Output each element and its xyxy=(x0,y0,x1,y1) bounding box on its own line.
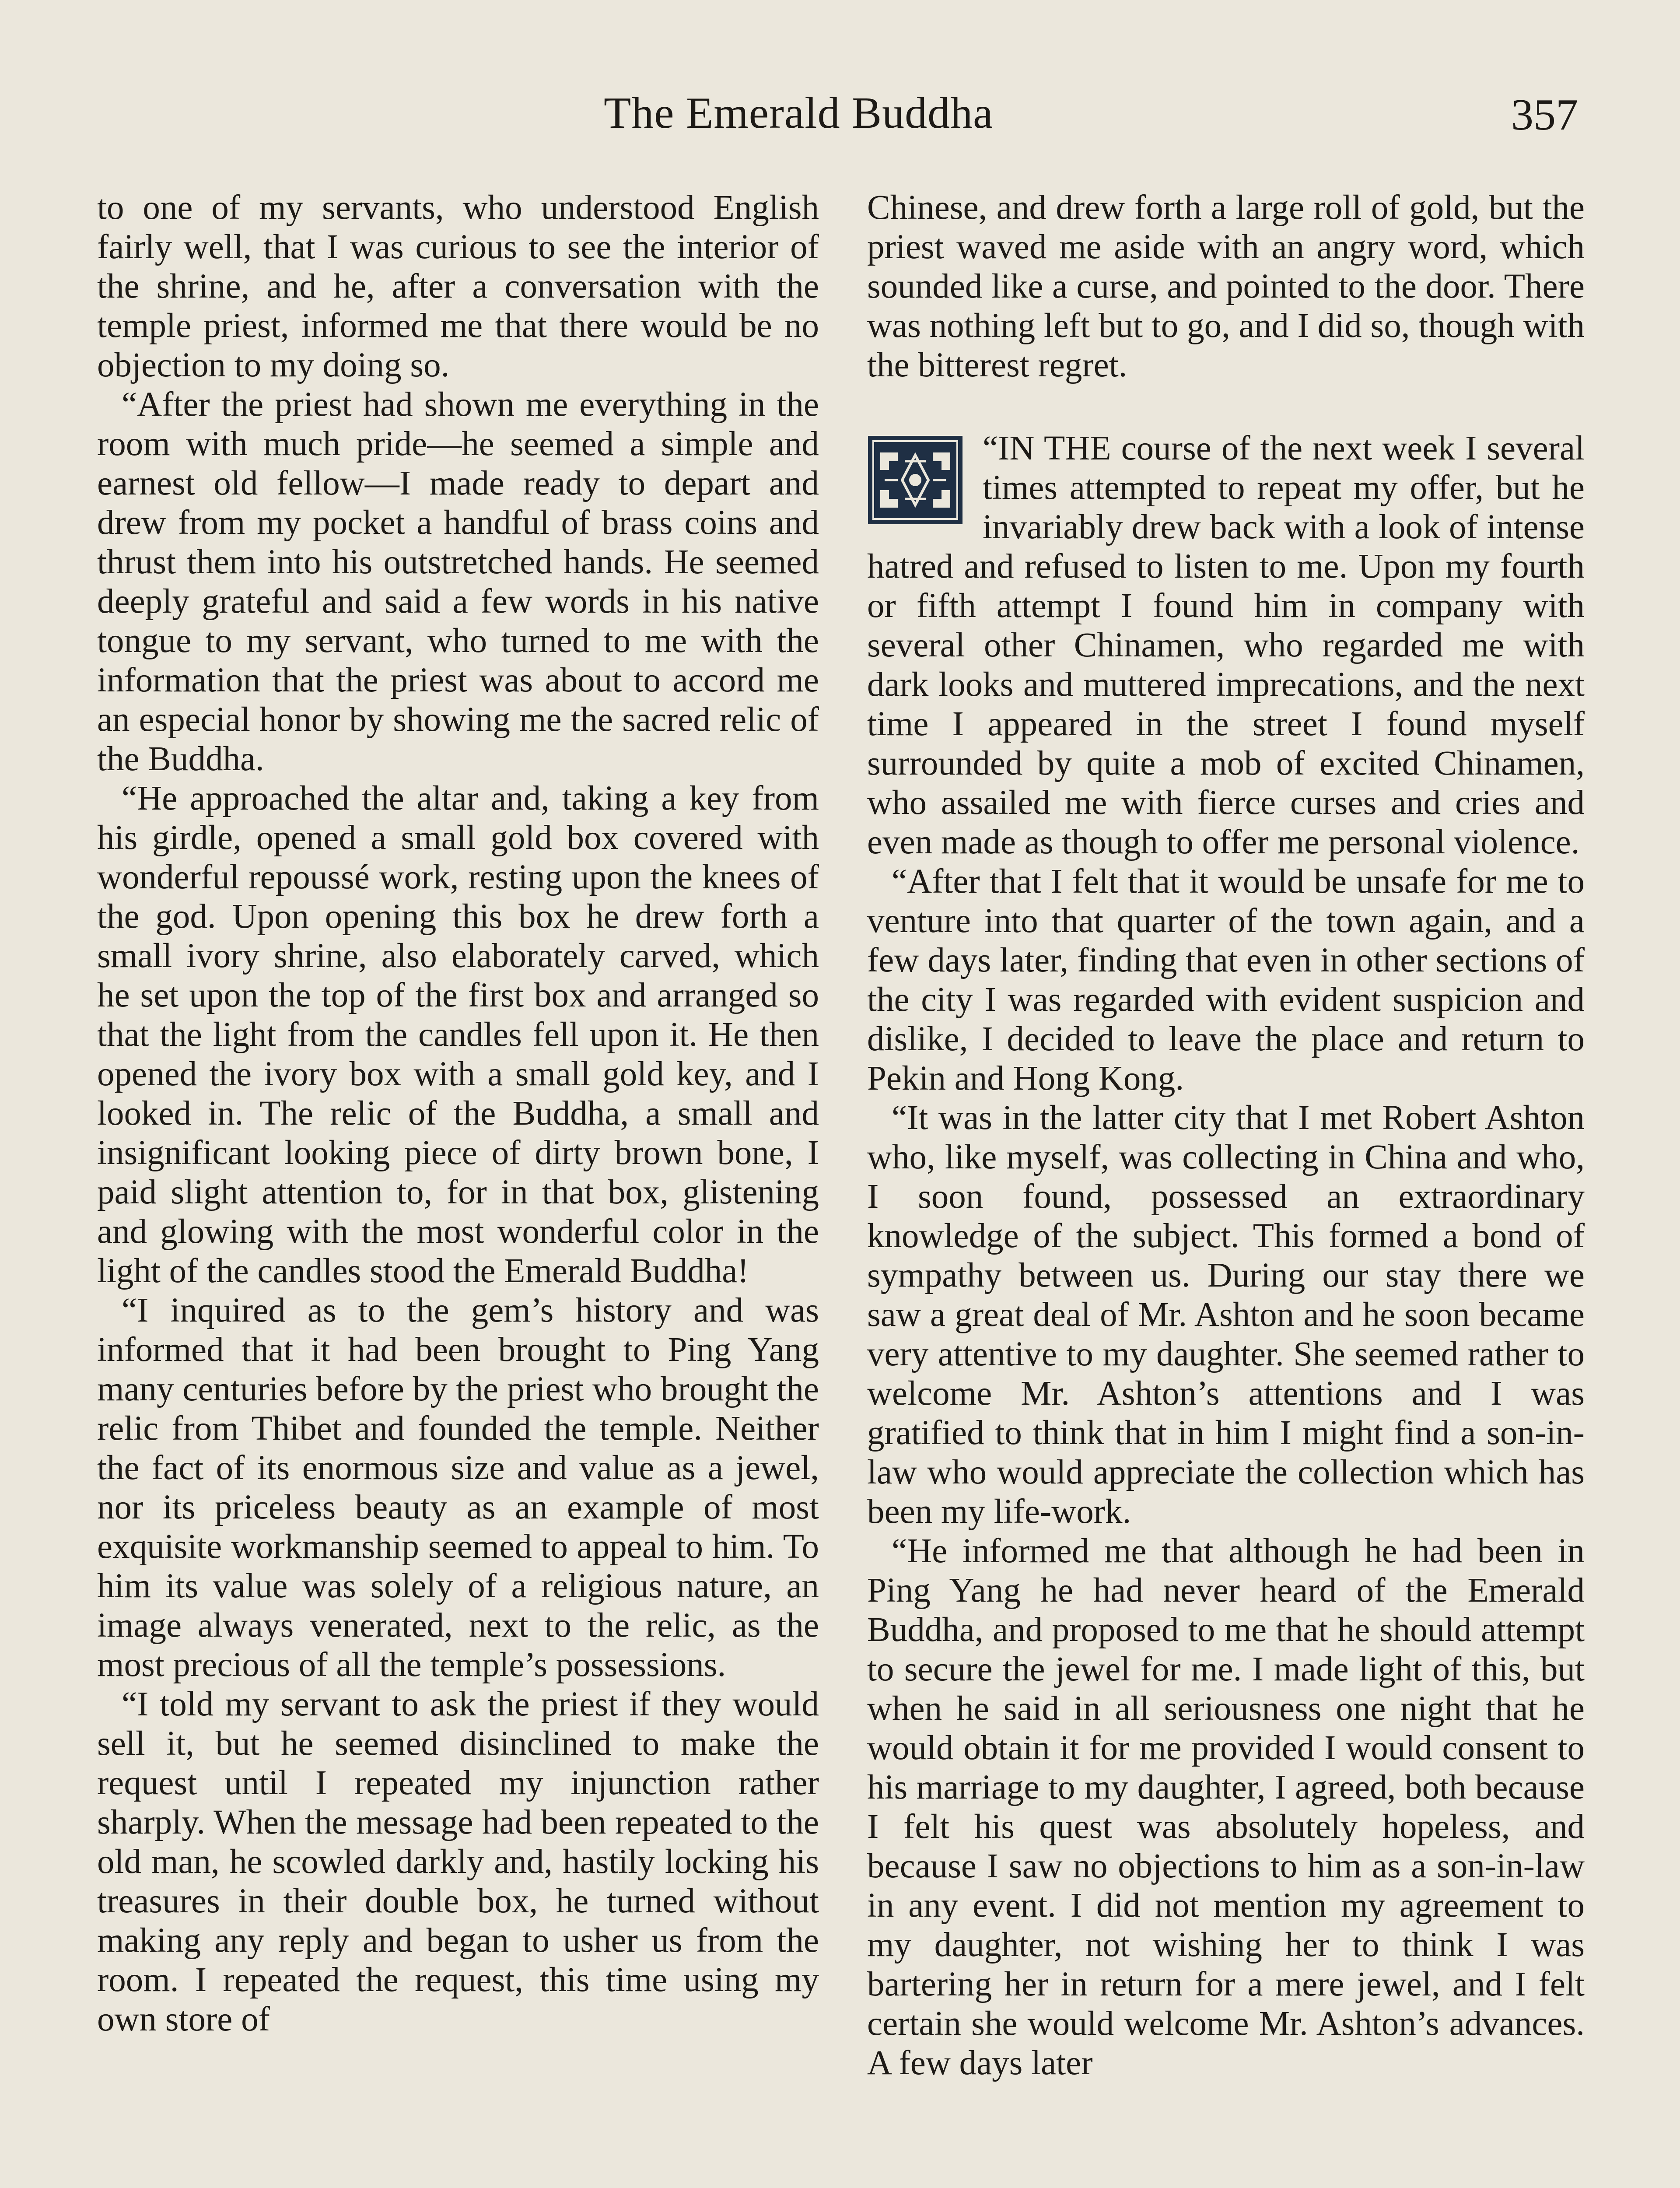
section-start xyxy=(867,429,1585,862)
left-paragraph-3: “He approached the altar and, taking a key from his girdle, opened a small gold box covered with wonderful repoussé work, resting upon the knees of the god. Upon opening this box he drew forth a small ivory shrine, also elaborately carved, which he set upon the top of the first box and arranged so that the light from the candles fell upon it. He then opened the ivory box with a small gold key, and I looked in. The relic of the Buddha, a small and insignificant looking piece of dirty brown bone, I paid slight attention to, for in that box, glistening and glowing with the most wonderful color in the light of the candles stood the Emerald Buddha! xyxy=(97,779,819,1290)
right-column xyxy=(867,188,1585,2188)
right-paragraph-5: “He informed me that although he had been in Ping Yang he had never heard of the Emerald Buddha, and proposed to me that he should attempt to secure the jewel for me. I made light of this, but when he said in all seriousness one night that he would obtain it for me provided I would consent to his marriage to my daughter, I agreed, both because I felt his quest was absolutely hopeless, and because I saw no objections to him as a son-in-law in any event. I did not mention my agreement to my daughter, not wishing her to think I was bartering her in return for a mere jewel, and I felt certain she would welcome Mr. Ashton’s advances. A few days later xyxy=(867,1532,1585,2082)
left-paragraph-5: “I told my servant to ask the priest if they would sell it, but he seemed disinclined to make the request until I repeated my injunction rather sharply. When the message had been repeated to the old man, he scowled darkly and, hastily locking his treasures in their double box, he turned without making any reply and began to usher us from the room. I repeated the request, this time using my own store of xyxy=(97,1685,819,2038)
left-column xyxy=(97,188,819,2188)
page-number: 357 xyxy=(1511,90,1578,140)
right-paragraph-4: “It was in the latter city that I met Robert Ashton who, like myself, was collecting in China and who, I soon found, possessed an extraordinary knowledge of the subject. This formed a bond of sympathy between us. During our stay there we saw a great deal of Mr. Ashton and he soon became very attentive to my daughter. She seemed rather to welcome Mr. Ashton’s attentions and I was gratified to think that in him I might find a son-in-law who would appreciate the collection which has been my life-work. xyxy=(867,1099,1585,1531)
right-paragraph-3: “After that I felt that it would be unsafe for me to venture into that quarter of the town again, and a few days later, finding that even in other sections of the city I was regarded with evident suspicion and dislike, I decided to leave the place and return to Pekin and Hong Kong. xyxy=(867,863,1585,1098)
running-title: The Emerald Buddha xyxy=(604,88,994,138)
left-paragraph-2: “After the priest had shown me everything in the room with much pride—he seemed a simple and earnest old fellow—I made ready to depart and drew from my pocket a handful of brass coins and thrust them into his outstretched hands. He seemed deeply grateful and said a few words in his native tongue to my servant, who turned to me with the information that the priest was about to accord me an especial honor by showing me the sacred relic of the Buddha. xyxy=(97,386,819,778)
left-paragraph-1: to one of my servants, who understood English fairly well, that I was curious to see the interior of the shrine, and he, after a conversation with the temple priest, informed me that there would be no objection to my doing so. xyxy=(97,189,819,384)
right-paragraph-2: “IN THE course of the next week I several times attempted to repeat my offer, but he invariably drew back with a look of intense hatred and refused to listen to me. Upon my fourth or fifth attempt I found him in company with several other Chinamen, who regarded me with dark looks and muttered imprecations, and the next time I appeared in the street I found myself surrounded by quite a mob of excited Chinamen, who assailed me with fierce curses and cries and even made as though to offer me personal violence. xyxy=(867,429,1585,861)
decorative-drop-ornament-icon xyxy=(867,435,963,525)
page-header xyxy=(0,88,1680,149)
right-paragraph-1: Chinese, and drew forth a large roll of gold, but the priest waved me aside with an angry word, which sounded like a curse, and pointed to the door. There was nothing left but to go, and I did so, though with the bitterest regret. xyxy=(867,189,1585,384)
left-paragraph-4: “I inquired as to the gem’s history and was informed that it had been brought to Ping Yang many centuries before by the priest who brought the relic from Thibet and founded the temple. Neither the fact of its enormous size and value as a jewel, nor its priceless beauty as an example of most exquisite workmanship seemed to appeal to him. To him its value was solely of a religious nature, an image always venerated, next to the relic, as the most precious of all the temple’s possessions. xyxy=(97,1291,819,1684)
